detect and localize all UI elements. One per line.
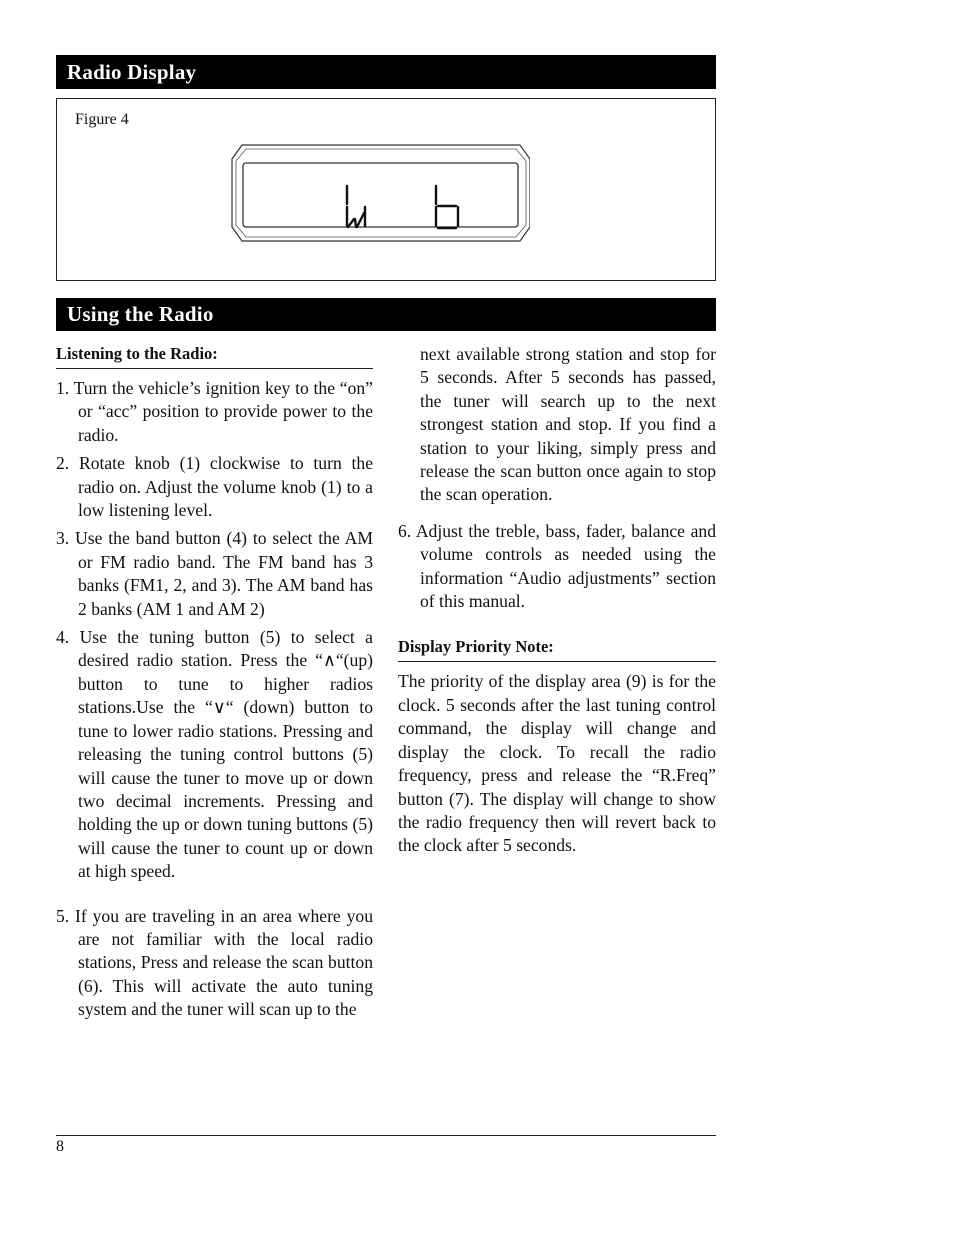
section-title-using-radio: Using the Radio (56, 298, 716, 331)
left-column (56, 343, 373, 1027)
subheading-display-priority: Display Priority Note: (398, 636, 716, 662)
list-item-4: 4. Use the tuning button (5) to select a desired radio station. Press the “∧“(up) button to tune to higher radios stations.Use the “∨“ (down) button to tune to lower radio stations. Pressing and releasing the tuning control buttons (5) will cause the tuner to move up or down two decimal increments. Pressing and holding the up or down tuning buttons (5) will cause the tuner to count up or down at high speed. (56, 627, 373, 882)
section-title-radio-display: Radio Display (56, 55, 716, 89)
lcd-character-b (436, 186, 458, 228)
figure-4-box (56, 98, 716, 281)
lcd-display-illustration (230, 143, 530, 243)
subheading-listening: Listening to the Radio: (56, 343, 373, 369)
list-item-1: 1. Turn the vehicle’s ignition key to the “on” or “acc” position to provide power to the radio. (56, 378, 373, 445)
footer-rule (56, 1135, 716, 1136)
right-column (398, 343, 716, 858)
list-item-2: 2. Rotate knob (1) clockwise to turn the radio on. Adjust the volume knob (1) to a low listening level. (56, 453, 373, 521)
list-item-3: 3. Use the band button (4) to select the AM or FM radio band. The FM band has 3 banks (FM1, 2, and 3). The AM band has 2 banks (AM 1 and AM 2) (56, 528, 373, 619)
page-number: 8 (56, 1138, 64, 1155)
figure-label: Figure 4 (75, 111, 129, 128)
list-item-6: 6. Adjust the treble, bass, fader, balance and volume controls as needed using the information “Audio adjustments” section of this manual. (398, 520, 716, 612)
priority-note-text: The priority of the display area (9) is for the clock. 5 seconds after the last tuning control command, the display will change and display the clock. To recall the radio frequency, press and release the “R.Freq” button (7). The display will change to show the radio frequency then will revert back to the clock after 5 seconds. (398, 671, 716, 856)
list-item-5: 5. If you are traveling in an area where you are not familiar with the local radio stations, Press and release the scan button (6). This will activate the auto tuning system and the tuner will scan up to the (56, 905, 373, 1020)
list-item-5-continued: next available strong station and stop for 5 seconds. After 5 seconds has passed, the tuner will search up to the next strongest station and stop. If you find a station to your liking, simply press and release the scan button once again to stop the scan operation. (420, 344, 716, 505)
lcd-character-w (347, 186, 365, 227)
